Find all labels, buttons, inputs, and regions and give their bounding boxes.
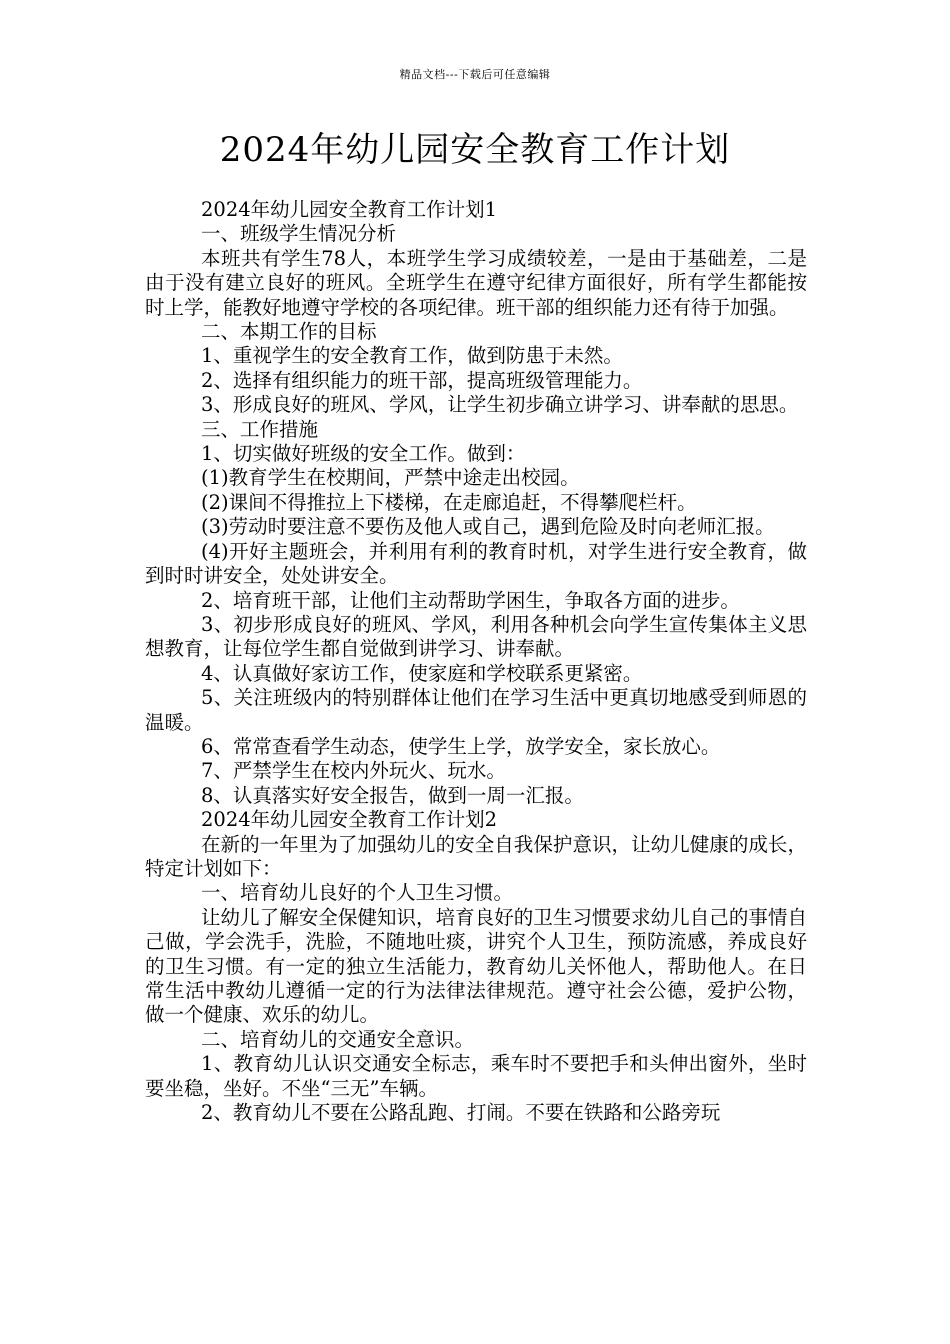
plan-1-heading: 2024年幼儿园安全教育工作计划1 bbox=[201, 198, 498, 221]
list-item: 1、教育幼儿认识交通安全标志，乘车时不要把手和头伸出窗外，坐时要坐稳，坐好。不坐“三无”车辆。 bbox=[145, 1052, 807, 1100]
paragraph: 让幼儿了解安全保健知识，培育良好的卫生习惯要求幼儿自己的事情自己做，学会洗手，洗脸，不随地吐痰，讲究个人卫生，预防流感，养成良好的卫生习惯。有一定的独立生活能力，教育幼儿关怀他人，帮助他人。在日常生活中教幼儿遵循一定的行为法律法律规范。遵守社会公德，爱护公物，做一个健康、欢乐的幼儿。 bbox=[145, 905, 807, 1027]
list-item: 4、认真做好家访工作，使家庭和学校联系更紧密。 bbox=[201, 661, 643, 685]
paragraph: 在新的一年里为了加强幼儿的安全自我保护意识，让幼儿健康的成长，特定计划如下： bbox=[145, 832, 807, 880]
list-item: 3、初步形成良好的班风、学风，利用各种机会向学生宣传集体主义思想教育，让每位学生都自觉做到讲学习、讲奉献。 bbox=[145, 612, 807, 661]
list-item: 6、常常查看学生动态，使学生上学，放学安全，家长放心。 bbox=[201, 734, 721, 758]
list-item: 2、培育班干部，让他们主动帮助学困生，争取各方面的进步。 bbox=[201, 588, 740, 612]
list-item: 2、教育幼儿不要在公路乱跑、打闹。不要在铁路和公路旁玩 bbox=[201, 1101, 721, 1125]
sub-list-item: (4)开好主题班会，并利用有利的教育时机，对学生进行安全教育，做到时时讲安全，处处讲安全。 bbox=[145, 539, 807, 588]
list-item: 5、关注班级内的特别群体让他们在学习生活中更真切地感受到师恩的温暖。 bbox=[145, 686, 807, 734]
section-heading: 三、工作措施 bbox=[201, 417, 319, 441]
sub-list-item: (2)课间不得推拉上下楼梯，在走廊追赶，不得攀爬栏杆。 bbox=[201, 490, 697, 514]
document-title: 2024年幼儿园安全教育工作计划 bbox=[219, 130, 731, 170]
plan-2-heading: 2024年幼儿园安全教育工作计划2 bbox=[201, 808, 498, 832]
list-item: 3、形成良好的班风、学风，让学生初步确立讲学习、讲奉献的思思。 bbox=[201, 393, 799, 417]
list-item: 8、认真落实好安全报告，做到一周一汇报。 bbox=[201, 783, 584, 807]
paragraph: 本班共有学生78人，本班学生学习成绩较差，一是由于基础差，二是由于没有建立良好的班风。全班学生在遵守纪律方面很好，所有学生都能按时上学，能教好地遵守学校的各项纪律。班干部的组织能力还有待于加强。 bbox=[145, 246, 807, 319]
sub-list-item: (1)教育学生在校期间，严禁中途走出校园。 bbox=[201, 466, 580, 490]
list-item: 7、严禁学生在校内外玩火、玩水。 bbox=[201, 759, 506, 783]
list-item: 2、选择有组织能力的班干部，提高班级管理能力。 bbox=[201, 368, 643, 392]
section-heading: 二、本期工作的目标 bbox=[201, 320, 377, 344]
list-item: 1、切实做好班级的安全工作。做到： bbox=[201, 442, 526, 466]
sub-list-item: (3)劳动时要注意不要伤及他人或自己，遇到危险及时向老师汇报。 bbox=[201, 515, 775, 539]
page-header-note: 精品文档---下载后可任意编辑 bbox=[399, 68, 551, 81]
section-heading: 一、班级学生情况分析 bbox=[201, 222, 397, 246]
section-heading: 一、培育幼儿良好的个人卫生习惯。 bbox=[201, 881, 514, 905]
section-heading: 二、培育幼儿的交通安全意识。 bbox=[201, 1027, 475, 1051]
list-item: 1、重视学生的安全教育工作，做到防患于未然。 bbox=[201, 344, 623, 368]
document-body bbox=[145, 198, 807, 1125]
